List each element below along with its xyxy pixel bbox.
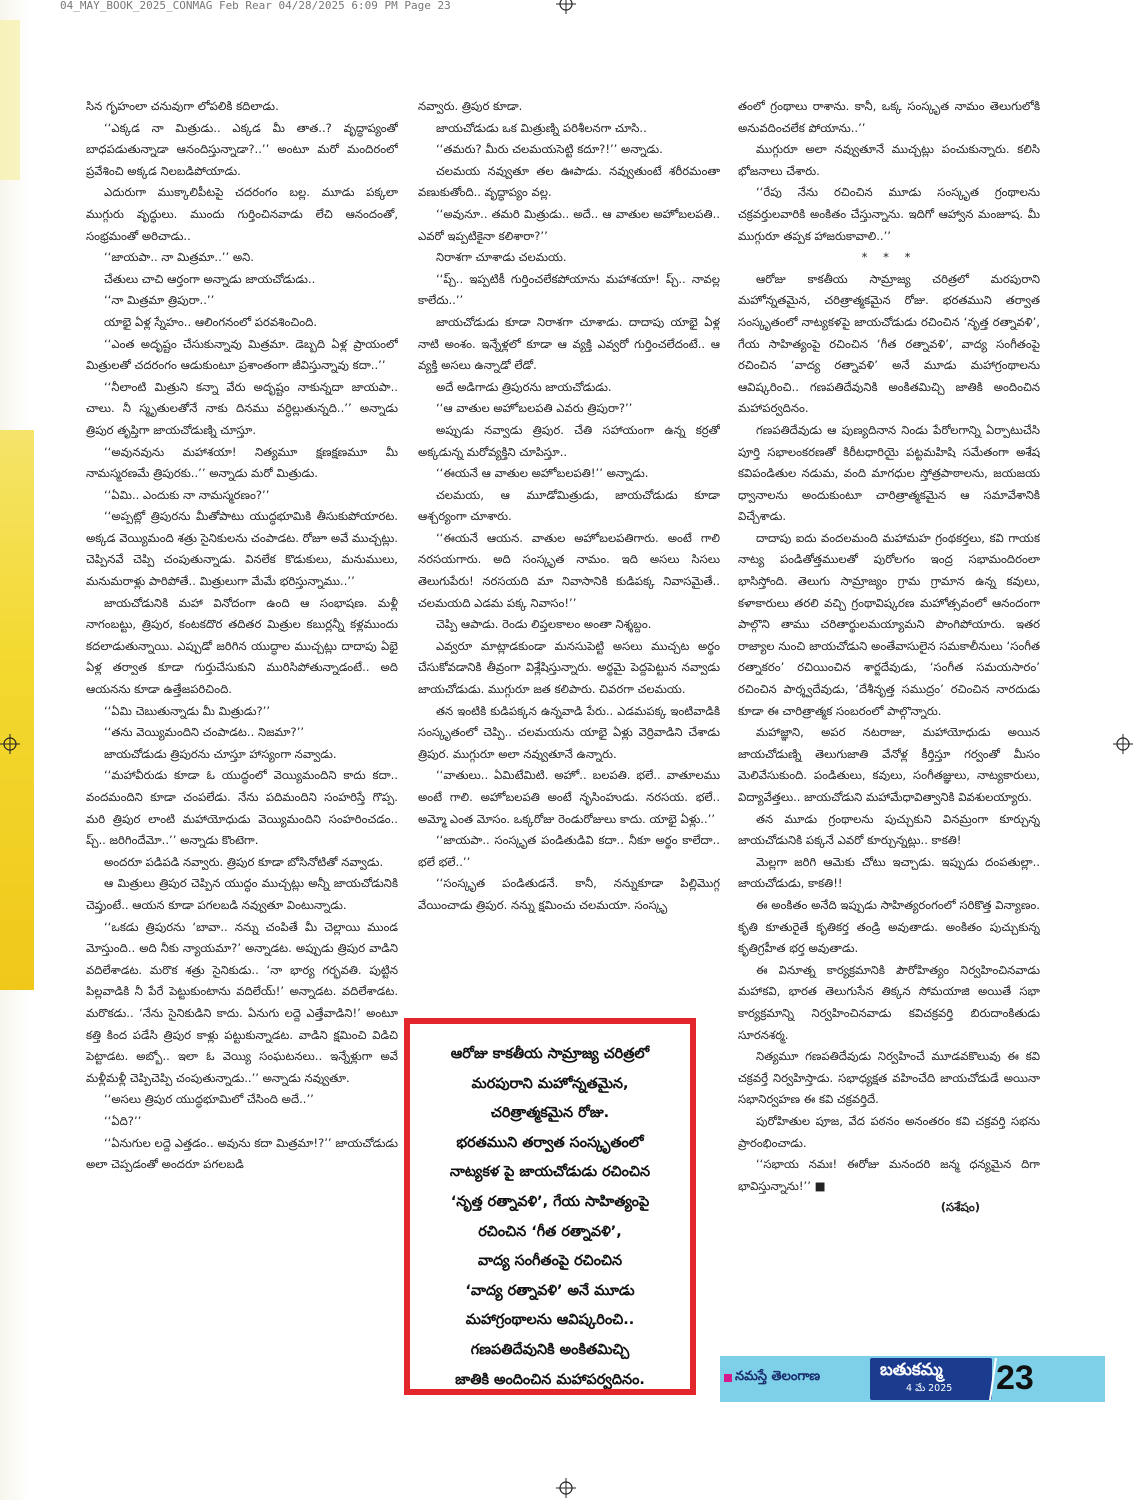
paragraph: అప్పుడు నవ్వాడు త్రిపుర. చేతి సహాయంగా ఉన్న కర్రతో అక్కడున్న మరోవ్యక్తిని చూపిస్తూ.. xyxy=(418,422,720,459)
registration-mark-icon xyxy=(0,734,20,754)
paragraph: ‘‘జాయపా.. నా మిత్రమా..’’ అని. xyxy=(104,250,254,265)
article-column-3 xyxy=(738,96,1040,1346)
paragraph: ఆరోజు కాకతీయ సామ్రాజ్య చరిత్రలో మరపురాని మహోన్నతమైన, చరిత్రాత్మకమైన రోజు. భరతముని తర్వాత సంస్కృతంలో నాట్యకళపై జాయచోడుడు రచించిన ‘నృత్త రత్నావళి’, గేయ సాహిత్యంపై రచించిన ‘గీత రత్నావళి’, వాద్య సంగీతంపై రచించిన ‘వాద్య రత్నావళి’ అనే మూడు మహాగ్రంథాలను ఆవిష్కరించి.. గణపతిదేవునికి అంకితమిచ్చి జాతికి అందించిన మహాపర్వదినం. xyxy=(738,271,1040,416)
registration-mark-icon xyxy=(1113,734,1133,754)
paragraph: ‘‘వాతులు.. ఏమిటేమిటి. అహో.. బలపతి. భలే.. వాతూలము అంటే గాలి. అహోబలపతి అంటే నృసింహుడు. నరసయ. భలే.. అమ్మో ఎంత మోసం. ఒక్కరోజు రెండురోజులు కాదు. యాభై ఏళ్లు..’’ xyxy=(418,768,720,826)
paragraph: చలమయ, ఆ మూడోమిత్రుడు, జాయచోడుడు కూడా ఆశ్చర్యంగా చూశారు. xyxy=(418,487,720,524)
issue-date: 4 మే 2025 xyxy=(906,1383,953,1394)
magazine-logo xyxy=(870,1358,992,1400)
paragraph: గణపతిదేవుడు ఆ పుణ్యదినాన నిండు పేరోలగాన్ని ఏర్పాటుచేసి పూర్తి సభాలంకరణతో కిరీటధారియై పట్టమహిషి సమేతంగా అశేష కవిపండితుల నడుమ, వంది మాగధుల స్తోత్రపాఠాలను, జయజయ ధ్వానాలను అందుకుంటూ చారిత్రాత్మకమైన ఆ సమావేశానికి విచ్చేశాడు. xyxy=(738,422,1040,524)
registration-mark-icon xyxy=(556,0,576,14)
pull-quote-line: రచించిన ‘గీత రత్నావళి’, xyxy=(478,1223,622,1240)
paragraph: ‘‘ప్చ్.. ఇప్పటికీ గుర్తించలేకపోయాను మహాశయా! ప్చ్.. నావల్ల కాలేదు..’’ xyxy=(418,271,720,308)
pull-quote-line: వాద్య సంగీతంపై రచించిన xyxy=(477,1253,623,1270)
paragraph: ‘‘సభాయ నమః! ఈరోజు మనందరి జన్మ ధన్యమైన దిగా భావిస్తున్నాను!’’ ■ xyxy=(738,1157,1040,1193)
paragraph: ‘‘నా మిత్రమా త్రిపురా..’’ xyxy=(104,293,215,308)
paragraph: ఎవ్వరూ మాట్లాడకుండా మనసుపెట్టి అసలు ముచ్చట అర్థం చేసుకోవడానికి తీవ్రంగా విశ్లేషిస్తున్నారు. అర్థమై పెద్దపెట్టున నవ్వాడు జాయచోడుడు. ముగ్గురూ జత కలిపారు. చివరగా చలమయ. xyxy=(418,638,720,697)
paragraph: యాభై ఏళ్ల స్నేహం.. ఆలింగనంలో పరవశించింది. xyxy=(104,314,318,329)
paragraph: ‘‘ఒకడు త్రిపురను ‘బావా.. నన్ను చంపితే మీ చెల్లాయి ముండ మోస్తుంది.. అది నీకు న్యాయమా?’ అన్నాడట. అప్పుడు త్రిపుర వాడిని వదిలేశాడట. మరొక శత్రు సైనికుడు.. ‘నా భార్య గర్భవతి. పుట్టిన పిల్లవాడికి నీ పేరే పెట్టుకుంటాను వదిలేయ్!’ అన్నాడట. వదిలేశాడట. మరొకడు.. ‘నేను సైనికుడిని కాదు. ఏనుగు లద్దె ఎత్తేవాడిని!’ అంటూ కత్తి కింద పడేసి త్రిపుర కాళ్లు పట్టుకున్నాడట. వాడిని క్షమించి విడిచి పెట్టాడట. అబ్బో.. ఇలా ఓ వెయ్యి సంఘటనలు.. ఇన్నేళ్లుగా అవే మళ్లీమళ్లీ చెప్పిచెప్పి చంపుతున్నాడు..’’ అన్నాడు నవ్వుతూ. xyxy=(86,919,398,1085)
pull-quote-line: ‘వాద్య రత్నావళి’ అనే మూడు xyxy=(465,1282,635,1299)
paragraph: ‘‘ఏనుగుల లద్దె ఎత్తడం.. అవును కదా మిత్రమా!?’’ జాయచోడుడు అలా చెప్పడంతో అందరూ పగలబడి xyxy=(86,1135,398,1172)
paragraph: నిరాశగా చూశాడు చలమయ. xyxy=(436,250,567,265)
magazine-name: బతుకమ్మ xyxy=(880,1360,943,1380)
registration-mark-icon xyxy=(556,1478,576,1498)
paragraph: ‘‘ఏది?’’ xyxy=(104,1113,142,1128)
paragraph: మెల్లగా జరిగి ఆమెకు చోటు ఇచ్చాడు. ఇప్పుడు దంపతుల్లా.. జాయచోడుడు, కాకతి!! xyxy=(738,854,1040,891)
paragraph: జాయచోడుడు కూడా నిరాశగా చూశాడు. దాదాపు యాభై ఏళ్ల నాటి అంశం. ఇన్నేళ్లలో కూడా ఆ వ్యక్తి ఎవ్వరో గుర్తించలేదంటే.. ఆ వ్యక్తి అసలు ఉన్నాడో లేడో. xyxy=(418,314,720,373)
section-separator: * * * xyxy=(861,250,917,265)
paragraph: తన ఇంటికి కుడిపక్కన ఉన్నవాడి పేరు.. ఎడమపక్క ఇంటివాడికి సంస్కృతంలో చెప్పి.. చలమయను యాభై ఏళ్లు వెర్రివాడిని చేశాడు త్రిపుర. ముగ్గురూ అలా నవ్వుతూనే ఉన్నారు. xyxy=(418,703,720,761)
paragraph: జాయచోడుడు ఒక మిత్రుణ్ని పరిశీలనగా చూసి.. xyxy=(436,120,647,135)
paragraph: ‘‘ఎంత అదృష్టం చేసుకున్నావు మిత్రమా. డెబ్బది ఏళ్ల ప్రాయంలో మిత్రులతో చదరంగం ఆడుకుంటూ ప్రశాంతంగా జీవిస్తున్నావు కదా..’’ xyxy=(86,336,398,373)
paragraph: ఆ మిత్రులు త్రిపుర చెప్పిన యుద్ధం ముచ్చట్లు అన్నీ జాయచోడునికి చెప్తుంటే.. ఆయన కూడా పగలబడి నవ్వుతూ వింటున్నాడు. xyxy=(86,876,398,912)
paragraph: సిన గృహంలా చనువుగా లోపలికి కదిలాడు. xyxy=(86,99,279,113)
paragraph: ‘‘ఏమి చెబుతున్నాడు మీ మిత్రుడు?’’ xyxy=(104,703,271,718)
paragraph: మహాజ్ఞాని, అపర నటరాజు, మహాయోధుడు అయిన జాయచోడుణ్ని తెలుగుజాతి వేనోళ్ల కీర్తిస్తూ గర్వంతో మీసం మెలివేసుకుంది. పండితులు, కవులు, సంగీతజ్ఞులు, నాట్యకారులు, విద్యావేత్తలు.. జాయచోడుని మహామేధావిత్వానికి వివశులయ్యారు. xyxy=(738,725,1040,804)
paragraph: ఎదురుగా ముక్కాలిపీటపై చదరంగం బల్ల. మూడు పక్కలా ముగ్గురు వృద్ధులు. ముందు గుర్తించినవాడు లేచి ఆనందంతో, సంభ్రమంతో అరిచాడు.. xyxy=(86,185,398,243)
pull-quote-line: నాట్యకళ పై జాయచోడుడు రచించిన xyxy=(449,1164,651,1181)
paragraph: తన మూడు గ్రంథాలను పుచ్చుకుని వినమ్రంగా కూర్చున్న జాయచోడునికి పక్కనే ఎవరో కూర్చున్నట్లు.. కాకతి! xyxy=(738,811,1040,848)
paragraph: నవ్వారు. త్రిపుర కూడా. xyxy=(418,99,523,113)
paragraph: జాయచోడునికి మహా వినోదంగా ఉంది ఆ సంభాషణ. మళ్లీ నాగంబట్టు, త్రిపుర, కంటకదొర తదితర మిత్రుల కబుర్లన్నీ కళ్లముందు కదలాడుతున్నాయి. ఎప్పుడో జరిగిన యుద్ధాల ముచ్చట్లు దాదాపు ఏభై ఏళ్ల తర్వాత కూడా గుర్తుచేసుకుని మురిసిపోతున్నాడంటే.. అది ఆయనను కూడా ఉత్తేజపరిచింది. xyxy=(86,595,398,697)
paragraph: ‘‘ఈయనే ఆయన. వాతుల అహోబలపతిగారు. అంటే గాలి నరసయగారు. అది సంస్కృత నామం. ఇది అసలు సిసలు తెలుగుపేరు! నరసయది మా నివాసానికి కుడిపక్క నివాసమైతే.. చలమయది ఎడమ పక్క నివాసం!’’ xyxy=(418,530,720,610)
pull-quote-line: జాతికి అందించిన మహాపర్వదినం. xyxy=(455,1371,645,1388)
article-column-1 xyxy=(86,96,398,1386)
paragraph: దాదాపు ఐదు వందలమంది మహామహ గ్రంథకర్తలు, కవి గాయక నాట్య పండితోత్తములతో పురోలగం ఇంద్ర సభామందిరంలా భాసిస్తోంది. తెలుగు సామ్రాజ్యం గ్రామ గ్రామాన ఉన్న కవులు, కళాకారులు తరలి వచ్చి గ్రంథావిష్కరణ మహోత్సవంలో ఆనందంగా పాల్గొని తాము చరితార్థులమయ్యామని పొంగిపోయారు. ఇతర రాజ్యాల నుంచి జాయచోడుని అంతేవాసులైన సమకాలీనులు ‘సంగీత రత్నాకరం’ రచియించిన శార్ఙదేవుడు, ‘సంగీత సమయసారం’ రచించిన పార్శ్వదేవుడు, ‘దేశీనృత్త సముద్రం’ రచించిన నారదుడు కూడా ఈ చారిత్రాత్మక సంబరంలో పాల్గొన్నారు. xyxy=(738,530,1040,718)
pull-quote-line: ‘నృత్త రత్నావళి’, గేయ సాహిత్యంపై xyxy=(450,1193,650,1210)
paragraph: ‘‘తను వెయ్యిమందిని చంపాడట.. నిజమా?’’ xyxy=(104,725,305,740)
pull-quote-line: మహాగ్రంథాలను ఆవిష్కరించి.. xyxy=(465,1312,635,1329)
paragraph: చలమయ నవ్వుతూ తల ఊపాడు. నవ్వుతుంటే శరీరమంతా వణుకుతోంది.. వృద్ధాప్యం వల్ల. xyxy=(418,163,720,200)
bullet-square-icon xyxy=(724,1374,732,1382)
paragraph: చేతులు చాచి ఆర్తంగా అన్నాడు జాయచోడుడు.. xyxy=(104,271,316,286)
article-column-2 xyxy=(418,96,720,1008)
paragraph: ‘‘అప్పట్లో త్రిపురను మీతోపాటు యుద్ధభూమికి తీసుకుపోయారట. అక్కడ వెయ్యిమంది శత్రు సైనికులను చంపాడట. రోజూ అవే ముచ్చట్లు. చెప్పినవే చెప్పి చంపుతున్నాడు. వినలేక కొడుకులు, మనుములు, మనుమరాళ్లు పారిపోతే.. మిత్రులుగా మేమే భరిస్తున్నాము..’’ xyxy=(86,509,398,589)
paragraph: ‘‘మహావీరుడు కూడా ఓ యుద్ధంలో వెయ్యిమందిని కాదు కదా.. వందమందిని కూడా చంపలేడు. నేను పదిమందిని సంహరిస్తే గొప్ప. మరి త్రిపుర లాంటి మహాయోధుడు వెయ్యిమందిని సంహరించడం.. ప్చ్.. జరిగిందేమో..’’ అన్నాడు కొంటెగా. xyxy=(86,768,398,848)
paragraph: చెప్పి ఆపాడు. రెండు లిప్తలకాలం అంతా నిశ్శబ్దం. xyxy=(436,617,652,632)
paragraph: ‘‘జాయపా.. సంస్కృత పండితుడివి కదా.. నీకూ అర్థం కాలేదా.. భలే భలే..’’ xyxy=(418,833,720,869)
page-number: 23 xyxy=(996,1359,1034,1397)
paragraph: ఈ అంకితం అనేది ఇప్పుడు సాహిత్యరంగంలో సరికొత్త విన్యాణం. కృతి కూతురైతే కృతికర్త తండ్రి అవుతాడు. అంకితం పుచ్చుకున్న కృతిగ్రహీత భర్త అవుతాడు. xyxy=(738,897,1040,956)
paragraph: ‘‘ఎక్కడ నా మిత్రుడు.. ఎక్కడ మీ తాత..? వృద్ధాప్యంతో బాధపడుతున్నాడా ఆనందిస్తున్నాడా?..’’ అంటూ మరో మందిరంలో ప్రవేశించి అక్కడ నిలబడిపోయాడు. xyxy=(86,120,398,178)
paragraph: ‘‘అవునూ.. తమరి మిత్రుడు.. అదే.. ఆ వాతుల అహోబలపతి.. ఎవరో ఇప్పటికైనా కలిశారా?’’ xyxy=(418,206,720,243)
pull-quote-line: చరిత్రాత్మకమైన రోజు. xyxy=(490,1105,610,1122)
pull-quote-line: మరపురాని మహోన్నతమైన, xyxy=(471,1075,629,1092)
paragraph: ‘‘ఆ వాతుల అహోబలపతి ఎవరు త్రిపురా?’’ xyxy=(436,401,633,416)
paragraph: పురోహితుల పూజ, వేద పఠనం అనంతరం కవి చక్రవర్తి సభను ప్రారంభించాడు. xyxy=(738,1113,1040,1150)
pull-quote-line: ఆరోజు కాకతీయ సామ్రాజ్య చరిత్రలో xyxy=(450,1046,650,1062)
paragraph: ‘‘రేపు నేను రచించిన మూడు సంస్కృత గ్రంథాలను చక్రవర్తులవారికి అంకితం చేస్తున్నాను. ఇదిగో ఆహ్వాన మంజూష. మీ ముగ్గురూ తప్పక హాజరుకావాలి..’’ xyxy=(738,185,1040,243)
paragraph: అదే అడిగాడు త్రిపురను జాయచోడుడు. xyxy=(436,379,612,394)
page-footer xyxy=(720,1356,1105,1406)
paragraph: ‘‘సంస్కృత పండితుడనే. కానీ, నన్నుకూడా పిల్లిమొగ్గ వేయించాడు త్రిపుర. నన్ను క్షమించు చలమయా. సంస్కృ xyxy=(418,876,720,912)
paragraph: నిత్యమూ గణపతిదేవుడు నిర్వహించే మూడవకొలువు ఈ కవి చక్రవర్తే నిర్వహిస్తాడు. సభాధ్యక్షత వహించేది జాయచోడుడే అయినా సభానిర్వహణ ఈ కవి చక్రవర్తిదే. xyxy=(738,1049,1040,1107)
paragraph: ముగ్గురూ అలా నవ్వుతూనే ముచ్చట్లు పంచుకున్నారు. కలిసి భోజనాలు చేశారు. xyxy=(738,142,1040,178)
paragraph: ‘‘అవునవును మహాశయా! నిత్యమూ క్షణక్షణమూ మీ నామస్మరణమే త్రిపురకు..’’ అన్నాడు మరో మిత్రుడు. xyxy=(86,444,398,481)
newspaper-name: నమస్తే తెలంగాణ xyxy=(735,1369,821,1384)
pull-quote-line: గణపతిదేవునికి అంకితమిచ్చి xyxy=(470,1341,630,1358)
paragraph: ఈ వినూత్న కార్యక్రమానికి పౌరోహిత్యం నిర్వహించినవాడు మహాకవి, భారత తెలుగుసేన తిక్కన సోమయాజి అయితే సభా కార్యక్రమాన్ని నిర్వహించినవాడు కవిచక్రవర్తి బిరుదాంకితుడు సూరనశర్మ. xyxy=(738,962,1040,1042)
paragraph: అందరూ పడిపడి నవ్వారు. త్రిపుర కూడా బోసినోటితో నవ్వాడు. xyxy=(104,854,384,869)
paragraph: ‘‘నీలాంటి మిత్రుని కన్నా వేరు అదృష్టం నాకున్నదా జాయపా.. చాలు. నీ స్మృతులతోనే నాకు దినము వర్ధిల్లుతున్నది..’’ అన్నాడు త్రిపుర తృప్తిగా జాయచోడుణ్ని చూస్తూ. xyxy=(86,379,398,437)
pull-quote-box xyxy=(404,1018,696,1395)
paragraph: తంలో గ్రంథాలు రాశాను. కానీ, ఒక్క సంస్కృత నామం తెలుగులోకి అనువదించలేక పోయాను..’’ xyxy=(738,99,1040,135)
paragraph: ‘‘ఏమి.. ఎందుకు నా నామస్మరణం?’’ xyxy=(104,487,270,502)
print-slug: 04_MAY_BOOK_2025_CONMAG Feb Rear 04/28/2025 6:09 PM Page 23 xyxy=(60,0,451,12)
paragraph: జాయచోడుడు త్రిపురను చూస్తూ హాస్యంగా నవ్వాడు. xyxy=(104,746,337,761)
paragraph: ‘‘ఈయనే ఆ వాతుల అహోబలపతి!’’ అన్నాడు. xyxy=(436,466,649,481)
pull-quote-line: భరతముని తర్వాత సంస్కృతంలో xyxy=(456,1134,644,1151)
paragraph: ‘‘తమరు? మీరు చలమయసెట్టి కదూ?!’’ అన్నాడు. xyxy=(436,142,663,157)
continued-marker: (సశేషం) xyxy=(940,1200,980,1215)
paragraph: ‘‘అసలు త్రిపుర యుద్ధభూమిలో చేసింది అదే..’’ xyxy=(104,1092,314,1107)
